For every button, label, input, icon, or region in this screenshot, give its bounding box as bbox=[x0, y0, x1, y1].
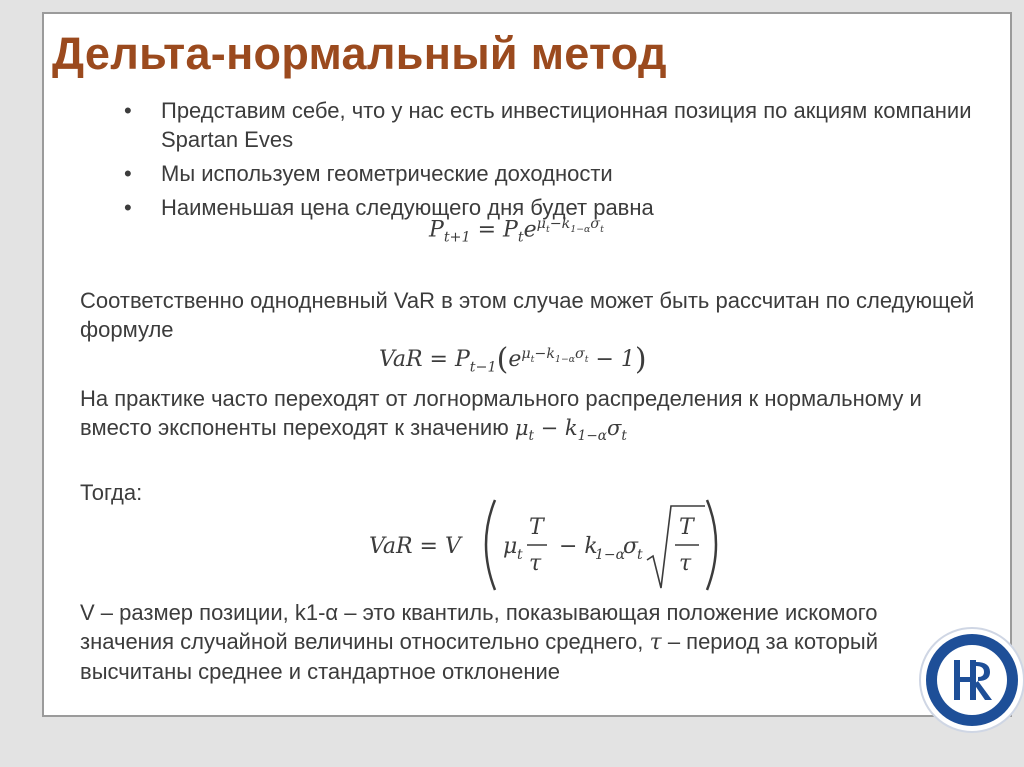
svg-text:− k: − k bbox=[559, 534, 598, 559]
bullet-dot: • bbox=[124, 195, 132, 220]
definition-paragraph bbox=[80, 598, 950, 686]
bullet-text: Мы используем геометрические доходности bbox=[161, 161, 613, 186]
bullet-item bbox=[124, 159, 1024, 188]
svg-text:1−α: 1−α bbox=[595, 547, 626, 563]
var-exp-formula: VaR = $P_{t-1}(e^{\mu_t-k_{1-\alpha}\sigma_t} - 1)$ bbox=[379, 342, 647, 377]
slide-title: Дельта-нормальный метод bbox=[52, 28, 667, 79]
slide-frame bbox=[42, 12, 1012, 717]
price-formula: $P_{t+1} = P_te^{\mu_t-k_{1-\alpha}\sigma_t}$ bbox=[429, 216, 604, 246]
var-intro-paragraph: Соответственно однодневный VaR в этом случае может быть рассчитан по следующей формуле bbox=[80, 288, 975, 342]
svg-text:T: T bbox=[529, 515, 544, 540]
definition-text-2: – период за который высчитаны среднее и стандартное отклонение bbox=[80, 629, 878, 684]
svg-text:τ: τ bbox=[679, 551, 692, 576]
bullet-text: Наименьшая цена следующего дня будет равна bbox=[161, 195, 654, 220]
svg-text:τ: τ bbox=[529, 551, 542, 576]
svg-text:σ: σ bbox=[623, 534, 639, 559]
tau-symbol: τ bbox=[649, 630, 662, 655]
svg-text:μ: μ bbox=[503, 534, 518, 559]
bullet-item bbox=[124, 96, 1024, 154]
definition-text-1: V – размер позиции, k1-α – это квантиль, показывающая положение искомого значения случайной величины относительно среднего, bbox=[80, 600, 878, 654]
svg-text:t: t bbox=[517, 547, 523, 563]
inline-approx-formula: $\mu_t - k_{1-\alpha}\sigma_t$ bbox=[514, 416, 627, 445]
practice-text: На практике часто переходят от логнормального распределения к нормальному и вместо экспоненты переходят к значению bbox=[80, 386, 922, 440]
practice-paragraph bbox=[80, 384, 990, 451]
bullet-text: Представим себе, что у нас есть инвестиционная позиция по акциям компании Spartan Eves bbox=[161, 98, 972, 152]
svg-text:VaR = V: VaR = V bbox=[369, 534, 461, 559]
hse-logo bbox=[918, 626, 1024, 734]
bullet-dot: • bbox=[124, 98, 132, 123]
svg-text:t: t bbox=[637, 547, 643, 563]
then-paragraph: Тогда: bbox=[80, 480, 143, 505]
bullet-list bbox=[124, 96, 1024, 227]
bullet-dot: • bbox=[124, 161, 132, 186]
svg-text:T: T bbox=[679, 515, 694, 540]
var-final-formula bbox=[369, 492, 719, 602]
